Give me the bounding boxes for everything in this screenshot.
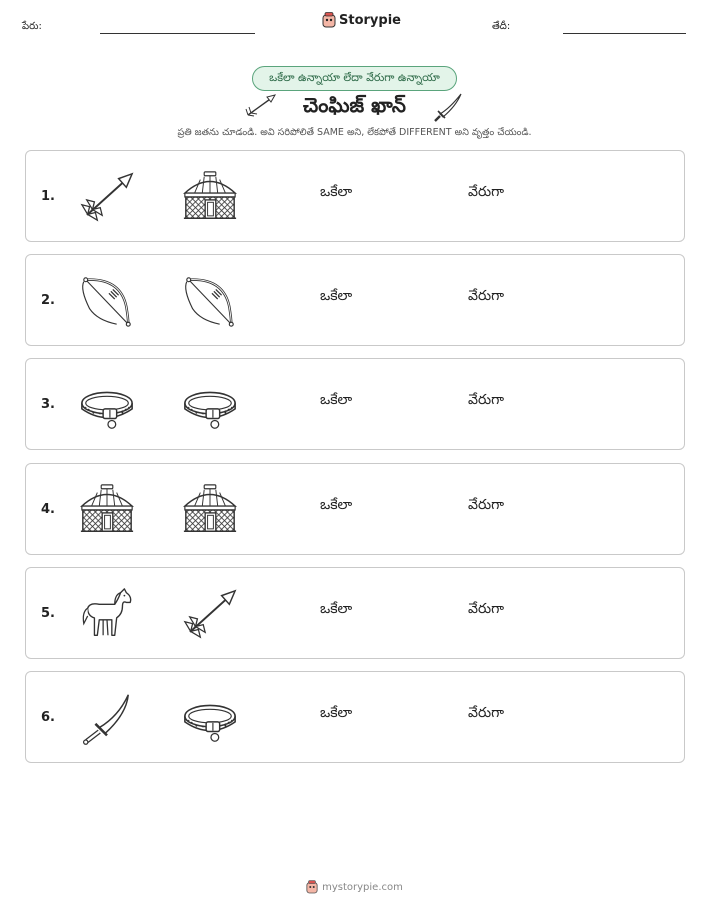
belt-icon [181,690,239,746]
name-label: పేరు: [22,21,42,32]
date-line[interactable] [563,33,686,34]
brand-logo [322,12,401,28]
question-number: 6. [41,709,55,725]
name-line[interactable] [100,33,255,34]
yurt-icon [78,482,136,538]
question-row [25,358,685,450]
bow-icon [78,273,136,329]
different-option[interactable]: వేరుగా [468,184,504,200]
same-option[interactable]: ఒకేలా [320,496,353,513]
question-number: 3. [41,397,55,413]
sword-icon [78,690,136,746]
same-option[interactable]: ఒకేలా [320,704,353,721]
different-option[interactable]: వేరుగా [468,288,504,305]
yurt-icon [181,482,239,538]
question-number: 1. [41,189,55,204]
question-list [25,150,685,775]
different-option[interactable]: వేరుగా [468,600,504,617]
brand-name: Storypie [339,12,401,28]
same-option[interactable]: ఒకేలా [320,392,353,409]
same-option[interactable]: ఒకేలా [320,288,353,305]
storypie-mascot-icon [322,12,336,28]
decorative-sword-icon [432,92,464,122]
bow-icon [181,273,239,329]
yurt-icon [181,169,239,225]
different-option[interactable]: వేరుగా [468,392,504,409]
page-title: చెంఘిజ్ ఖాన్ [303,93,406,117]
question-row [25,254,685,346]
subtitle-text: ఒకేలా ఉన్నాయా లేదా వేరుగా ఉన్నాయా [269,70,440,84]
date-label: తేదీ: [492,21,511,32]
question-number: 4. [41,501,55,517]
question-row [25,150,685,242]
different-option[interactable]: వేరుగా [468,704,504,721]
footer [0,880,709,894]
question-row [25,463,685,555]
question-number: 2. [41,293,55,309]
arrow-icon [78,169,136,225]
instruction-text: ప్రతి జతను చూడండి. అవి సరిపోలితే SAME అని, లేకపోతే DIFFERENT అని వృత్తం చేయండి. [177,127,532,138]
same-option[interactable]: ఒకేలా [320,184,353,200]
belt-icon [181,377,239,433]
storypie-mascot-icon [306,880,318,894]
same-option[interactable]: ఒకేలా [320,600,353,617]
question-row [25,671,685,763]
subtitle-badge [252,66,457,91]
footer-site: mystorypie.com [322,881,403,893]
horse-icon [78,586,136,642]
belt-icon [78,377,136,433]
arrow-icon [181,586,239,642]
question-row [25,567,685,659]
different-option[interactable]: వేరుగా [468,496,504,513]
question-number: 5. [41,605,55,621]
